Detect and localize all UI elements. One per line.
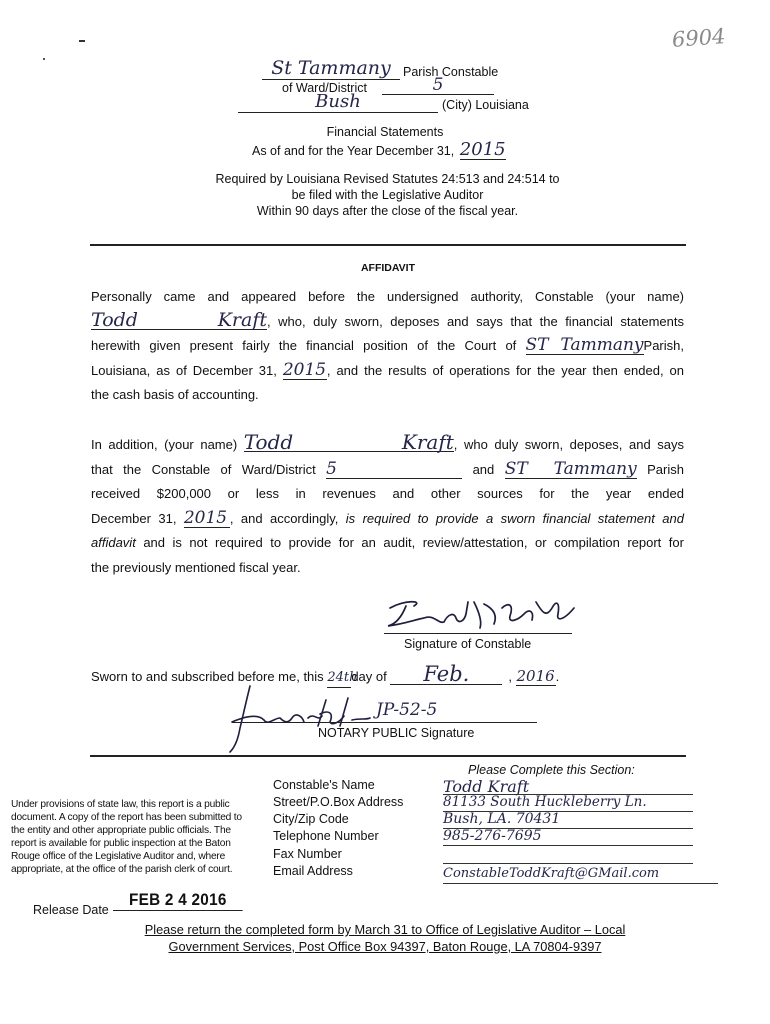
release-date-stamp: FEB 2 4 2016 [113,889,243,911]
p1-line-3 [91,334,684,359]
financial-statements-title: Financial Statements [326,125,444,139]
field-label-city-zip: City/Zip Code [273,812,349,826]
field-label-email: Email Address [273,864,353,878]
revenue-year-field: 2015 [184,509,230,528]
disclaimer-line: document. A copy of the report has been submitted to [11,812,242,823]
p2-line-4-pre: December 31, [91,510,177,526]
return-instructions-line-2: Government Services, Post Office Box 94397, Baton Rouge, LA 70804-9397 [168,939,602,954]
release-date-label: Release Date [33,903,109,917]
ward-district-field-2: 5 [326,460,462,479]
fiscal-year-line [252,141,506,160]
p2-line-2-mid: and [472,461,495,477]
disclaimer-line: report is available for public inspection at the Baton [11,838,231,849]
p1-line-3-post: Parish, [643,338,684,353]
fiscal-year-prefix: As of and for the Year December 31, [252,144,455,158]
court-parish-field: ST Tammany [525,335,644,355]
notary-id-handwritten: JP-52-5 [376,700,438,720]
constable-signature-line [384,633,572,634]
p1-line-3-pre: herewith given present fairly the financial position of the Court of [91,338,517,353]
p2-line-5-post: and is not required to provide for an audit, review/attestation, or compilation report for [143,535,684,550]
constable-name-value: Todd Kraft [443,777,693,795]
p1-line-4-post: , and the results of operations for the year then ended, on [326,362,684,378]
telephone-value: 985-276-7695 [443,828,693,846]
field-label-name: Constable's Name [273,778,375,792]
p2-line-6: the previously mentioned fiscal year. [91,559,301,575]
p2-line-1-post: , who duly sworn, deposes, and says [453,437,684,452]
p2-line-4-italic: is required to provide a sworn financial statement and [345,510,684,526]
p2-line-1 [91,430,684,458]
disclaimer-line: Rouge office of the Legislative Auditor and, where [11,851,226,862]
notary-signature-line [232,722,537,723]
statute-line-1: Required by Louisiana Revised Statutes 24:513 and 24:514 to [215,172,560,186]
ward-district-label: of Ward/District [282,81,367,95]
fax-value [443,846,693,864]
affidavit-paragraph-1 [91,285,684,408]
p2-line-4 [91,507,684,532]
statute-line-2: be filed with the Legislative Auditor [291,188,484,202]
section-divider [90,755,686,757]
p2-line-4-post: , and accordingly, [229,510,339,526]
ward-district-field: 5 [382,76,494,95]
affidavit-paragraph-2 [91,430,684,580]
field-label-fax: Fax Number [273,847,342,861]
sworn-year-comma: , [508,669,512,684]
parish-constable-label: Parish Constable [403,65,499,79]
email-value: ConstableToddKraft@GMail.com [443,866,718,884]
p1-line-5: the cash basis of accounting. [91,387,259,402]
constable-signature [384,594,584,634]
city-field: Bush [238,92,438,113]
fiscal-year-field: 2015 [459,139,506,160]
affidavit-title: AFFIDAVIT [360,262,416,274]
notary-signature-label: NOTARY PUBLIC Signature [318,726,475,740]
city-label: (City) Louisiana [442,98,529,112]
header-divider [90,244,686,246]
p1-line-4 [91,359,684,384]
parish-field: St Tammany [262,57,400,80]
p2-line-2-post: Parish [647,461,684,477]
p1-line-4-pre: Louisiana, as of December 31, [91,362,277,378]
p2-line-2-pre: that the Constable of Ward/District [91,461,316,477]
p1-line-2-text: , who, duly sworn, deposes and says that the financial statements [267,313,684,329]
constable-signature-label: Signature of Constable [404,637,532,651]
p2-line-5 [91,531,684,556]
sworn-year-field: 2016 [516,667,555,685]
parish-field-2: ST Tammany [504,458,637,479]
disclaimer-line: the entity and other appropriate public officials. The [11,825,231,836]
constable-name-field-2: Todd Kraft [243,430,454,454]
p1-line-2 [91,310,684,335]
notary-signature [222,682,372,757]
return-instructions-line-1: Please return the completed form by March 31 to Office of Legislative Auditor – Local [144,922,626,937]
p2-line-1-pre: In addition, (your name) [91,437,238,452]
p2-line-2 [91,458,684,483]
disclaimer-line: Under provisions of state law, this report is a public [11,799,230,810]
city-zip-value: Bush, LA. 70431 [443,811,693,829]
sworn-day-label: day of [351,669,387,684]
disclaimer-line: appropriate, at the office of the parish clerk of court. [11,864,233,875]
constable-name-field: Todd Kraft [91,308,267,331]
field-label-street: Street/P.O.Box Address [273,795,404,809]
sworn-period: . [555,669,560,684]
scan-mark [43,58,45,60]
public-record-disclaimer [11,798,277,876]
sworn-day-field: 24th [327,669,351,688]
scan-mark [79,40,85,42]
p2-line-5-italic: affidavit [91,535,136,550]
statute-line-3: Within 90 days after the close of the fiscal year. [256,204,519,218]
p2-line-3: received $200,000 or less in revenues and other sources for the year ended [91,486,684,501]
please-complete-label: Please Complete this Section: [468,763,635,777]
street-address-value: 81133 South Huckleberry Ln. [443,794,693,812]
field-label-telephone: Telephone Number [273,829,379,843]
as-of-year-field: 2015 [282,359,327,380]
sworn-pre: Sworn to and subscribed before me, this [91,669,324,684]
sworn-month-field: Feb. [390,664,502,685]
document-number-stamp: 6904 [671,24,727,52]
p1-line-1: Personally came and appeared before the undersigned authority, Constable (your name) [91,289,684,304]
